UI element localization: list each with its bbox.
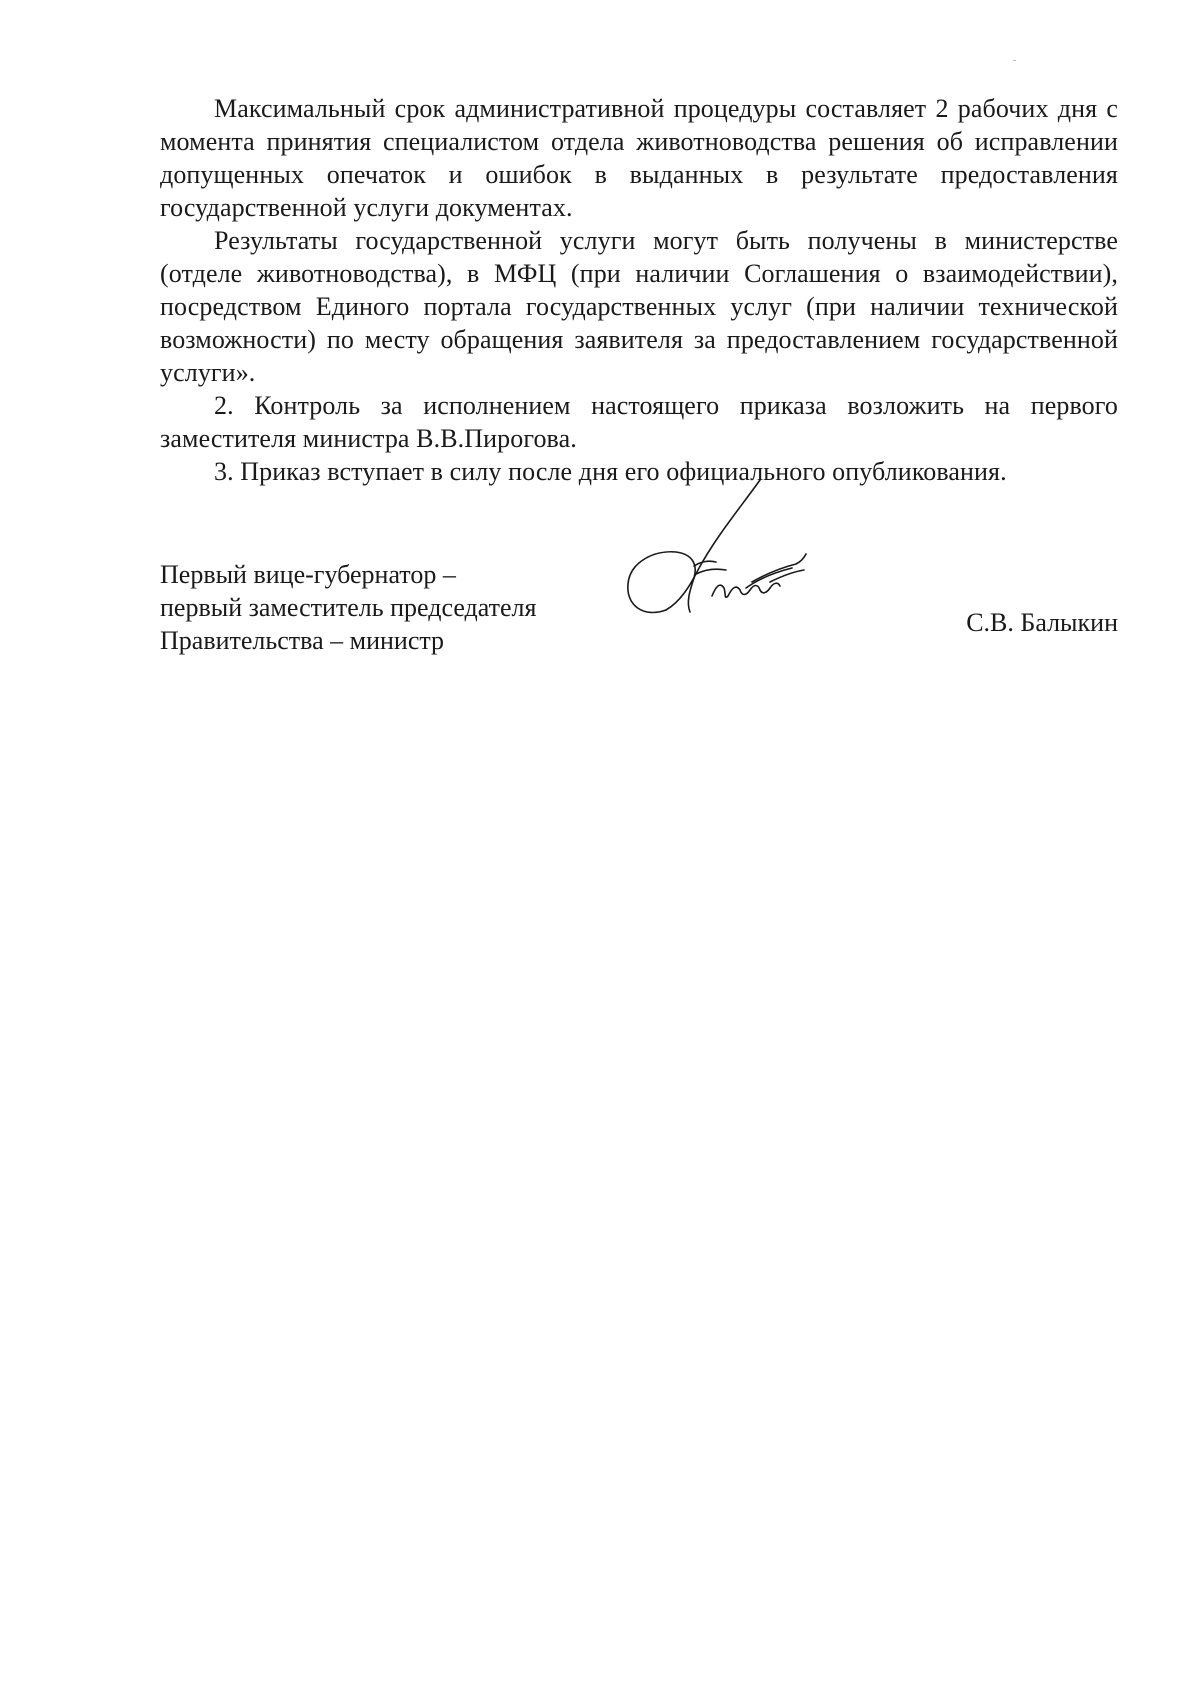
paragraph-service-results: Результаты государственной услуги могут быть получены в министерстве (отделе животноводства), в МФЦ (при наличии Соглашения о взаимодействии), посредством Единого портала государственных услуг (при наличии технической возможности) по месту обращения заявителя за предоставлением государственной услуги».	[160, 226, 1118, 387]
signatory-position-line: первый заместитель председателя	[160, 593, 537, 622]
handwritten-signature-icon	[620, 478, 830, 638]
paragraph-procedure-term: Максимальный срок административной процедуры составляет 2 рабочих дня с момента принятия специалистом отдела животноводства решения об исправлении допущенных опечаток и ошибок в выданных в результате предоставления государственной услуги документах.	[160, 94, 1118, 222]
document-body	[160, 92, 1118, 488]
signatory-position-line: Первый вице-губернатор –	[160, 560, 456, 589]
signatory-position-line: Правительства – министр	[160, 626, 445, 655]
paragraph-effective-date: 3. Приказ вступает в силу после дня его официального опубликования.	[214, 457, 1007, 486]
signatory-position	[160, 558, 536, 657]
signatory-name: С.В. Балыкин	[966, 608, 1118, 637]
paragraph-control-clause: 2. Контроль за исполнением настоящего приказа возложить на первого заместителя министра В.В.Пирогова.	[160, 391, 1118, 453]
scan-mark	[1013, 60, 1016, 61]
